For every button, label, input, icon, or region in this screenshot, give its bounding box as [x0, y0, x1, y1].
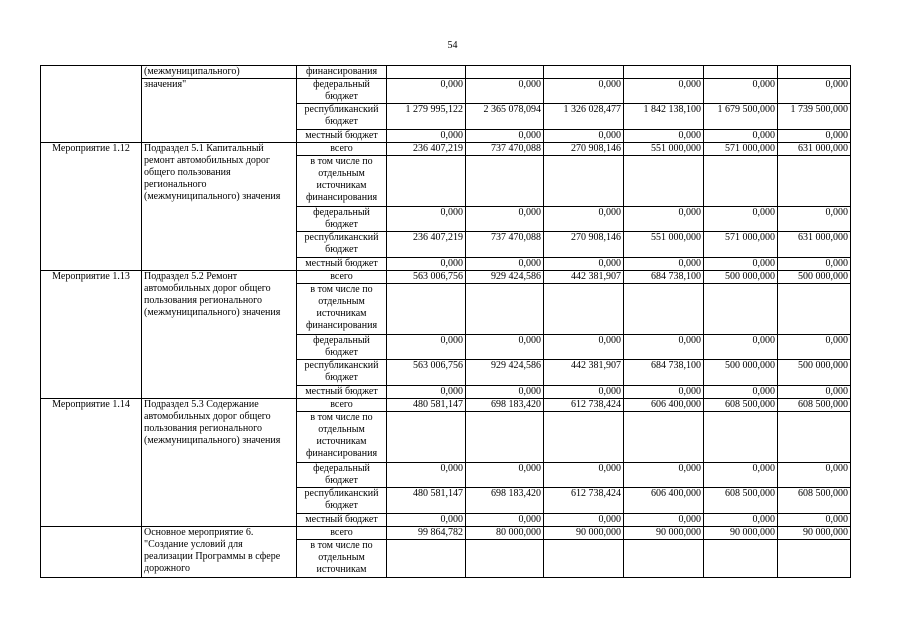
- value-cell: [704, 156, 778, 207]
- table-row: [41, 399, 851, 412]
- value-cell: 0,000: [704, 130, 778, 143]
- funding-source: федеральный бюджет: [297, 79, 387, 104]
- value-cell: 0,000: [704, 207, 778, 232]
- value-cell: 0,000: [466, 514, 544, 527]
- funding-source: республиканский бюджет: [297, 360, 387, 386]
- value-cell: 0,000: [778, 463, 851, 488]
- value-cell: [778, 284, 851, 335]
- value-cell: 0,000: [778, 335, 851, 360]
- value-cell: 0,000: [624, 514, 704, 527]
- value-cell: 608 500,000: [704, 399, 778, 412]
- value-cell: 571 000,000: [704, 232, 778, 258]
- value-cell: 0,000: [387, 514, 466, 527]
- value-cell: 929 424,586: [466, 271, 544, 284]
- event-description: Подраздел 5.3 Содержание автомобильных дорог общего пользования регионального (межмуниципального) значения: [142, 399, 297, 527]
- value-cell: 0,000: [387, 258, 466, 271]
- value-cell: [704, 66, 778, 79]
- value-cell: 99 864,782: [387, 527, 466, 540]
- value-cell: 551 000,000: [624, 232, 704, 258]
- table-row: [41, 527, 851, 540]
- value-cell: 90 000,000: [544, 527, 624, 540]
- value-cell: [704, 540, 778, 578]
- funding-source: всего: [297, 527, 387, 540]
- value-cell: [387, 284, 466, 335]
- value-cell: 608 500,000: [778, 488, 851, 514]
- table-row: [41, 66, 851, 79]
- value-cell: 0,000: [387, 335, 466, 360]
- value-cell: 0,000: [466, 79, 544, 104]
- event-description: (межмуниципального): [142, 66, 297, 79]
- event-description: значения": [142, 79, 297, 143]
- value-cell: 684 738,100: [624, 360, 704, 386]
- value-cell: [387, 156, 466, 207]
- value-cell: [624, 284, 704, 335]
- funding-source: республиканский бюджет: [297, 232, 387, 258]
- event-cell: Мероприятие 1.12: [41, 143, 142, 271]
- value-cell: 698 183,420: [466, 488, 544, 514]
- value-cell: 1 679 500,000: [704, 104, 778, 130]
- value-cell: [387, 412, 466, 463]
- value-cell: 0,000: [624, 463, 704, 488]
- funding-source: в том числе по отдельным источникам финансирования: [297, 284, 387, 335]
- value-cell: [778, 156, 851, 207]
- value-cell: 606 400,000: [624, 399, 704, 412]
- value-cell: 500 000,000: [778, 360, 851, 386]
- value-cell: 0,000: [544, 79, 624, 104]
- event-cell: Мероприятие 1.14: [41, 399, 142, 527]
- value-cell: 0,000: [624, 386, 704, 399]
- value-cell: 563 006,756: [387, 360, 466, 386]
- value-cell: 0,000: [624, 130, 704, 143]
- funding-source: местный бюджет: [297, 514, 387, 527]
- value-cell: 90 000,000: [778, 527, 851, 540]
- value-cell: 0,000: [778, 207, 851, 232]
- value-cell: 1 326 028,477: [544, 104, 624, 130]
- funding-source: местный бюджет: [297, 258, 387, 271]
- value-cell: 1 279 995,122: [387, 104, 466, 130]
- value-cell: 0,000: [624, 79, 704, 104]
- value-cell: 0,000: [544, 335, 624, 360]
- value-cell: [544, 540, 624, 578]
- value-cell: 0,000: [778, 258, 851, 271]
- page-number: 54: [447, 40, 458, 51]
- value-cell: 684 738,100: [624, 271, 704, 284]
- budget-table: [40, 65, 851, 578]
- event-description: Основное мероприятие 6. "Создание условий для реализации Программы в сфере дорожного: [142, 527, 297, 578]
- value-cell: [624, 540, 704, 578]
- value-cell: 2 365 078,094: [466, 104, 544, 130]
- table-row: [41, 143, 851, 156]
- value-cell: [544, 66, 624, 79]
- value-cell: 0,000: [466, 386, 544, 399]
- value-cell: 270 908,146: [544, 143, 624, 156]
- funding-source: федеральный бюджет: [297, 207, 387, 232]
- value-cell: 500 000,000: [704, 271, 778, 284]
- value-cell: [544, 156, 624, 207]
- value-cell: 612 738,424: [544, 399, 624, 412]
- value-cell: [466, 412, 544, 463]
- value-cell: 0,000: [387, 130, 466, 143]
- value-cell: 236 407,219: [387, 232, 466, 258]
- value-cell: 1 842 138,100: [624, 104, 704, 130]
- value-cell: [704, 412, 778, 463]
- value-cell: 270 908,146: [544, 232, 624, 258]
- value-cell: [778, 412, 851, 463]
- value-cell: 0,000: [704, 463, 778, 488]
- value-cell: 0,000: [778, 130, 851, 143]
- funding-source: финансирования: [297, 66, 387, 79]
- value-cell: 563 006,756: [387, 271, 466, 284]
- value-cell: 0,000: [624, 335, 704, 360]
- value-cell: 0,000: [466, 335, 544, 360]
- value-cell: 480 581,147: [387, 488, 466, 514]
- value-cell: [544, 284, 624, 335]
- funding-source: республиканский бюджет: [297, 104, 387, 130]
- value-cell: [387, 66, 466, 79]
- event-cell: [41, 66, 142, 143]
- value-cell: [466, 66, 544, 79]
- value-cell: 236 407,219: [387, 143, 466, 156]
- value-cell: [466, 284, 544, 335]
- funding-source: местный бюджет: [297, 130, 387, 143]
- value-cell: 551 000,000: [624, 143, 704, 156]
- value-cell: [704, 284, 778, 335]
- funding-source: в том числе по отдельным источникам финансирования: [297, 156, 387, 207]
- value-cell: 80 000,000: [466, 527, 544, 540]
- value-cell: 0,000: [544, 386, 624, 399]
- value-cell: 0,000: [544, 130, 624, 143]
- value-cell: 698 183,420: [466, 399, 544, 412]
- value-cell: 0,000: [778, 514, 851, 527]
- value-cell: 631 000,000: [778, 143, 851, 156]
- value-cell: 0,000: [704, 79, 778, 104]
- value-cell: [387, 540, 466, 578]
- value-cell: 0,000: [466, 130, 544, 143]
- value-cell: [778, 66, 851, 79]
- funding-source: республиканский бюджет: [297, 488, 387, 514]
- value-cell: 631 000,000: [778, 232, 851, 258]
- value-cell: 0,000: [704, 386, 778, 399]
- value-cell: 0,000: [387, 79, 466, 104]
- value-cell: 608 500,000: [704, 488, 778, 514]
- event-description: Подраздел 5.1 Капитальный ремонт автомобильных дорог общего пользования регионального (межмуниципального) значения: [142, 143, 297, 271]
- funding-source: всего: [297, 399, 387, 412]
- value-cell: 0,000: [624, 207, 704, 232]
- value-cell: 571 000,000: [704, 143, 778, 156]
- event-description: Подраздел 5.2 Ремонт автомобильных дорог общего пользования регионального (межмуниципального) значения: [142, 271, 297, 399]
- value-cell: 0,000: [704, 514, 778, 527]
- value-cell: [624, 412, 704, 463]
- value-cell: 0,000: [544, 258, 624, 271]
- value-cell: 90 000,000: [704, 527, 778, 540]
- funding-source: всего: [297, 271, 387, 284]
- funding-source: федеральный бюджет: [297, 463, 387, 488]
- funding-source: в том числе по отдельным источникам: [297, 540, 387, 578]
- funding-source: федеральный бюджет: [297, 335, 387, 360]
- value-cell: [624, 156, 704, 207]
- value-cell: 480 581,147: [387, 399, 466, 412]
- value-cell: 0,000: [704, 335, 778, 360]
- value-cell: 0,000: [624, 258, 704, 271]
- value-cell: [778, 540, 851, 578]
- value-cell: 929 424,586: [466, 360, 544, 386]
- value-cell: [466, 540, 544, 578]
- value-cell: 0,000: [778, 79, 851, 104]
- value-cell: 0,000: [544, 514, 624, 527]
- value-cell: 0,000: [466, 207, 544, 232]
- event-cell: Мероприятие 1.13: [41, 271, 142, 399]
- value-cell: 0,000: [387, 386, 466, 399]
- event-cell: [41, 527, 142, 578]
- value-cell: 442 381,907: [544, 360, 624, 386]
- value-cell: 0,000: [544, 463, 624, 488]
- value-cell: 1 739 500,000: [778, 104, 851, 130]
- table-row: [41, 79, 851, 104]
- value-cell: 737 470,088: [466, 143, 544, 156]
- funding-source: в том числе по отдельным источникам финансирования: [297, 412, 387, 463]
- value-cell: 0,000: [704, 258, 778, 271]
- value-cell: 0,000: [778, 386, 851, 399]
- value-cell: 606 400,000: [624, 488, 704, 514]
- table-row: [41, 271, 851, 284]
- value-cell: 608 500,000: [778, 399, 851, 412]
- value-cell: 737 470,088: [466, 232, 544, 258]
- value-cell: 500 000,000: [704, 360, 778, 386]
- value-cell: 0,000: [387, 463, 466, 488]
- value-cell: 90 000,000: [624, 527, 704, 540]
- funding-source: всего: [297, 143, 387, 156]
- value-cell: [466, 156, 544, 207]
- value-cell: 500 000,000: [778, 271, 851, 284]
- value-cell: [544, 412, 624, 463]
- value-cell: 442 381,907: [544, 271, 624, 284]
- value-cell: [624, 66, 704, 79]
- value-cell: 0,000: [387, 207, 466, 232]
- value-cell: 0,000: [544, 207, 624, 232]
- funding-source: местный бюджет: [297, 386, 387, 399]
- value-cell: 612 738,424: [544, 488, 624, 514]
- value-cell: 0,000: [466, 258, 544, 271]
- value-cell: 0,000: [466, 463, 544, 488]
